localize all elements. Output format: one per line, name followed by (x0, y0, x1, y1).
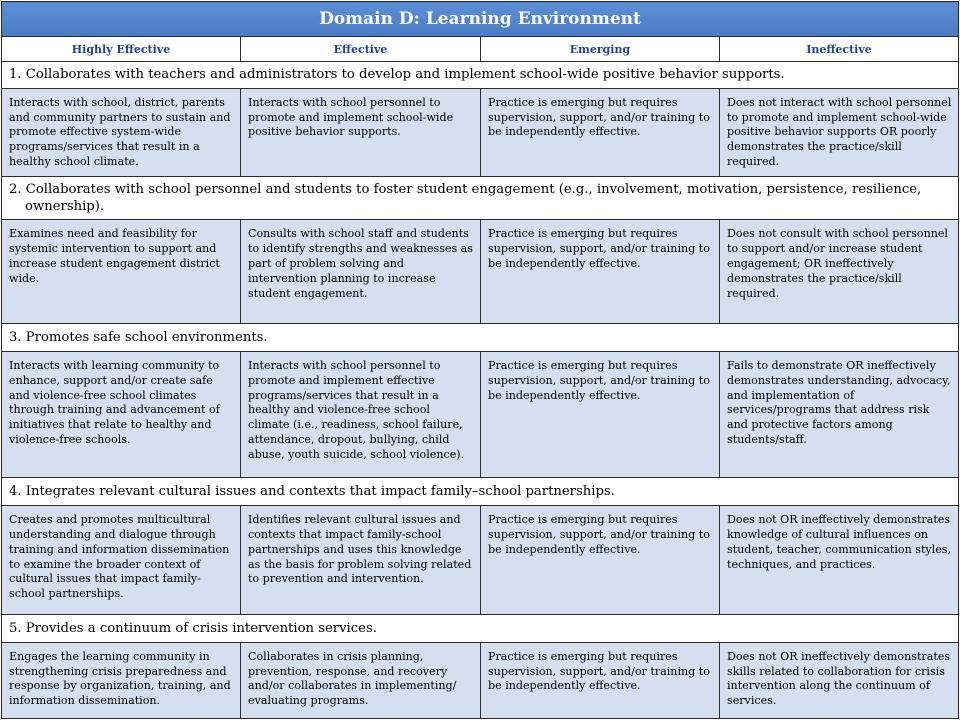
descriptor-emerging: Practice is emerging but requires supervision, support, and/or training to be independently effective. (481, 220, 720, 324)
descriptor-row (2, 506, 959, 615)
descriptor-emerging: Practice is emerging but requires supervision, support, and/or training to be independently effective. (481, 506, 720, 615)
descriptor-row (2, 220, 959, 324)
descriptor-ineffective: Does not OR ineffectively demonstrates knowledge of cultural influences on student, teacher, communication styles, techniques, and practices. (720, 506, 959, 615)
descriptor-highly-effective: Engages the learning community in strengthening crisis preparedness and response by organization, training, and information dissemination. (2, 642, 241, 718)
descriptor-effective: Interacts with school personnel to promote and implement school-wide positive behavior supports. (241, 88, 481, 176)
criterion-row (2, 615, 959, 643)
criterion-heading (2, 62, 959, 89)
descriptor-highly-effective: Creates and promotes multicultural understanding and dialogue through training and information dissemination to examine the broader context of cultural issues that impact family-school partnerships. (2, 506, 241, 615)
criterion-heading (2, 615, 959, 643)
descriptor-highly-effective: Interacts with learning community to enhance, support and/or create safe and violence-free school climates through training and advancement of initiatives that relate to healthy and violence-free schools. (2, 351, 241, 477)
descriptor-highly-effective: Interacts with school, district, parents and community partners to sustain and promote effective system-wide programs/services that result in a healthy school climate. (2, 88, 241, 176)
descriptor-ineffective: Fails to demonstrate OR ineffectively demonstrates understanding, advocacy, and implementation of services/programs that address risk and protective factors among students/staff. (720, 351, 959, 477)
descriptor-effective: Identifies relevant cultural issues and contexts that impact family-school partnerships and uses this knowledge as the basis for problem solving related to prevention and intervention. (241, 506, 481, 615)
criterion-row (2, 478, 959, 506)
domain-title: Domain D: Learning Environment (2, 2, 959, 37)
descriptor-ineffective: Does not OR ineffectively demonstrates skills related to collaboration for crisis intervention along the continuum of services. (720, 642, 959, 718)
rubric-table (1, 1, 959, 719)
descriptor-emerging: Practice is emerging but requires supervision, support, and/or training to be independently effective. (481, 88, 720, 176)
criterion-heading-text: 4. Integrates relevant cultural issues and contexts that impact family–school partnerships. (9, 484, 615, 500)
title-row (2, 2, 959, 37)
criterion-row (2, 324, 959, 352)
descriptor-highly-effective: Examines need and feasibility for systemic intervention to support and increase student engagement district wide. (2, 220, 241, 324)
criterion-heading (2, 177, 959, 220)
criterion-heading (2, 324, 959, 352)
criterion-heading-text: 5. Provides a continuum of crisis intervention services. (9, 620, 377, 636)
criterion-heading-text: 3. Promotes safe school environments. (9, 330, 268, 346)
criterion-heading-text: 1. Collaborates with teachers and administrators to develop and implement school-wide positive behavior supports. (9, 67, 785, 83)
level-emerging: Emerging (481, 37, 720, 62)
descriptor-ineffective: Does not interact with school personnel to promote and implement school-wide positive behavior supports OR poorly demonstrates the practice/skill required. (720, 88, 959, 176)
criterion-heading-text: 2. Collaborates with school personnel and students to foster student engagement (e.g., involvement, motivation, persistence, resilience, ownership). (9, 182, 922, 215)
level-highly-effective: Highly Effective (2, 37, 241, 62)
descriptor-effective: Collaborates in crisis planning, prevention, response, and recovery and/or collaborates in implementing/ evaluating programs. (241, 642, 481, 718)
level-ineffective: Ineffective (720, 37, 959, 62)
criterion-row (2, 177, 959, 220)
criterion-heading (2, 478, 959, 506)
descriptor-ineffective: Does not consult with school personnel to support and/or increase student engagement; OR ineffectively demonstrates the practice/skill required. (720, 220, 959, 324)
descriptor-row (2, 351, 959, 477)
descriptor-row (2, 642, 959, 718)
descriptor-row (2, 88, 959, 176)
descriptor-effective: Interacts with school personnel to promote and implement effective programs/services that result in a healthy and violence-free school climate (i.e., readiness, school failure, attendance, dropout, bullying, child abuse, youth suicide, school violence). (241, 351, 481, 477)
descriptor-emerging: Practice is emerging but requires supervision, support, and/or training to be independently effective. (481, 642, 720, 718)
criterion-row (2, 62, 959, 89)
level-header-row (2, 37, 959, 62)
descriptor-emerging: Practice is emerging but requires supervision, support, and/or training to be independently effective. (481, 351, 720, 477)
level-effective: Effective (241, 37, 481, 62)
descriptor-effective: Consults with school staff and students to identify strengths and weaknesses as part of problem solving and intervention planning to increase student engagement. (241, 220, 481, 324)
